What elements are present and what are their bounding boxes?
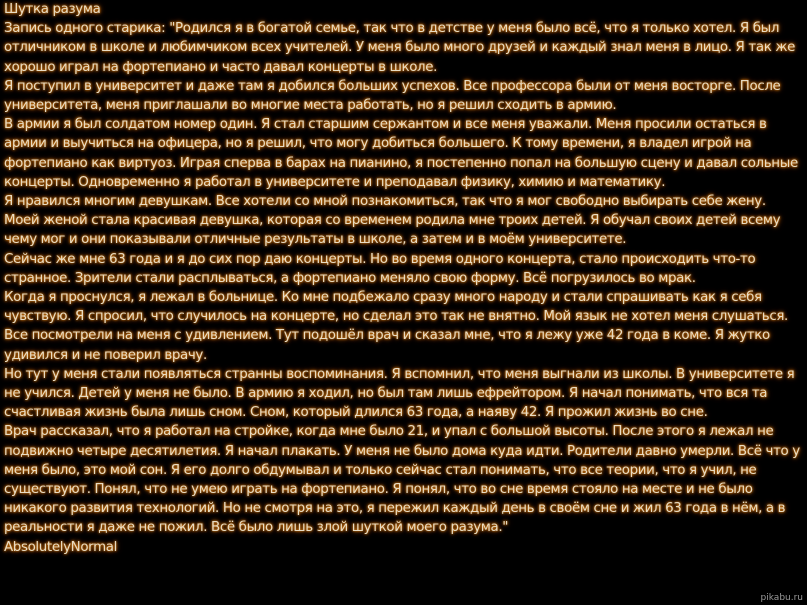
- story-paragraph-6: Когда я проснулся, я лежал в больнице. Ко мне подбежало сразу много народу и стали спрашивать как я себя чувствую. Я спросил, что случилось на концерте, но сделал это так не внятно. Мой язык не хотел меня слушаться. Все посмотрели на меня с удивлением. Тут подошёл врач и сказал мне, что я лежу уже 42 года в коме. Я жутко удивился и не поверил врачу.: [4, 290, 788, 363]
- story-paragraph-8: Врач рассказал, что я работал на стройке, когда мне было 21, и упал с большой высоты. После этого я лежал не подвижно четыре десятилетия. Я начал плакать. У меня не было дома куда идти. Родители давно умерли. Всё что у меня было, это мой сон. Я его долго обдумывал и только сейчас стал понимать, что все теории, что я учил, не существуют. Понял, что не умею играть на фортепиано. Я понял, что во сне время стояло на месте и не было никакого развития технологий. Но не смотря на это, я пережил каждый день в своём сне и жил 63 года в нём, а в реальности я даже не пожил. Всё было лишь злой шуткой моего разума.": [4, 424, 800, 536]
- story-paragraph-7: Но тут у меня стали появляться странны воспоминания. Я вспомнил, что меня выгнали из школы. В университете я не учился. Детей у меня не было. В армию я ходил, но был там лишь ефрейтором. Я начал понимать, что вся та счастливая жизнь была лишь сном. Сном, который длился 63 года, а наяву 42. Я прожил жизнь во сне.: [4, 366, 795, 421]
- story-paragraph-1: Запись одного старика: "Родился я в богатой семье, так что в детстве у меня было всё, что я только хотел. Я был отличником в школе и любимчиком всех учителей. У меня было много друзей и каждый знал меня в лицо. Я так же хорошо играл на фортепиано и часто давал концерты в школе.: [4, 21, 795, 75]
- story-paragraph-3: В армии я был солдатом номер один. Я стал старшим сержантом и все меня уважали. Меня просили остаться в армии и выучиться на офицера, но я решил, что могу добиться большего. К тому времени, я владел игрой на фортепиано как виртуоз. Играя сперва в барах на пианино, я постепенно попал на большую сцену и давал сольные концерты. Одновременно я работал в университете и преподавал физику, химию и математику.: [4, 117, 798, 190]
- story-paragraph-5: Сейчас же мне 63 года и я до сих пор даю концерты. Но во время одного концерта, стало происходить что-то странное. Зрители стали расплываться, а фортепиано меняло свою форму. Всё погрузилось во мрак.: [4, 251, 756, 286]
- site-watermark: pikabu.ru: [760, 593, 803, 603]
- story-paragraph-4: Я нравился многим девушкам. Все хотели со мной познакомиться, так что я мог свободно выбирать себе жену. Моей женой стала красивая девушка, которая со временем родила мне троих детей. Я обучал своих детей всему чему мог и они показывали отличные результаты в школе, а затем и в моём университете.: [4, 194, 781, 248]
- story-title: Шутка разума: [4, 2, 101, 17]
- story-text-block: [4, 0, 804, 557]
- story-paragraph-2: Я поступил в университет и даже там я добился больших успехов. Все профессора были от меня восторге. После университета, меня приглашали во многие места работать, но я решил сходить в армию.: [4, 78, 781, 114]
- story-signature: AbsolutelyNormal: [4, 539, 118, 555]
